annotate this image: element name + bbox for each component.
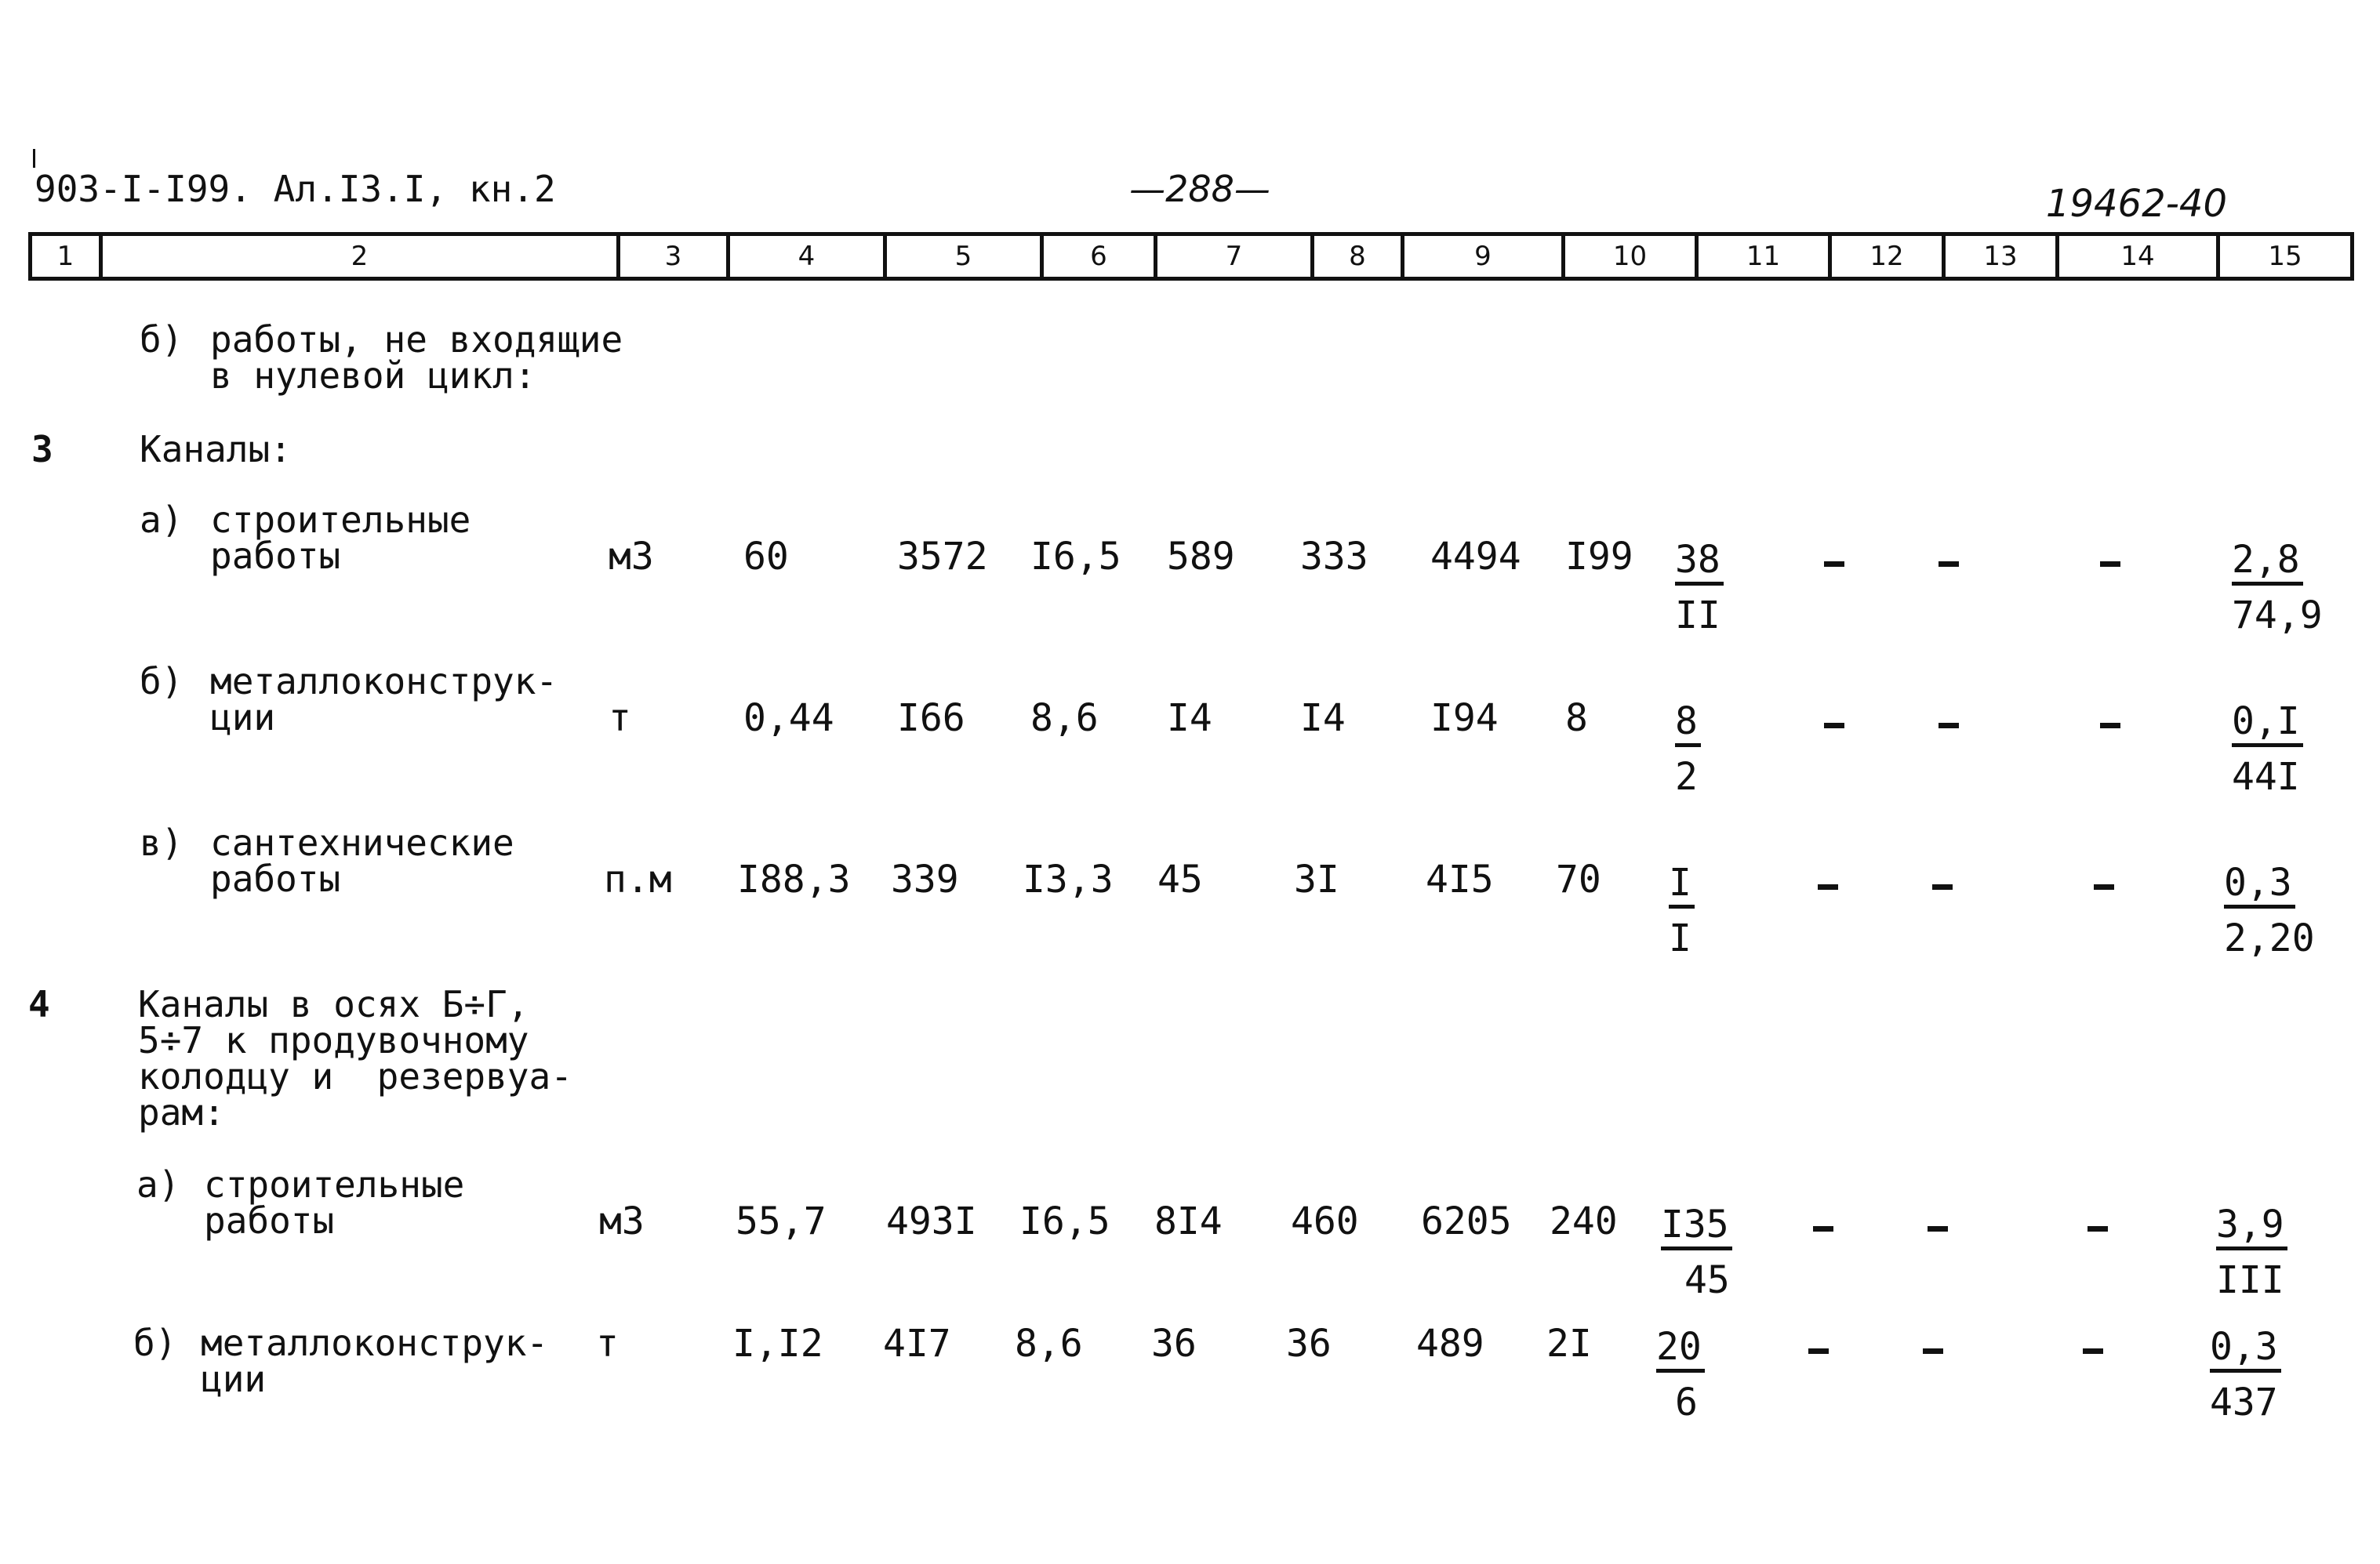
fraction-value [1675, 699, 1701, 799]
section-title: колодцу и резервуа- [138, 1055, 572, 1098]
cell-value: 493I [886, 1199, 977, 1243]
empty-dash [1932, 884, 1953, 890]
item-name: работы [210, 535, 341, 577]
cell-value: 70 [1556, 858, 1601, 902]
empty-dash [1928, 1226, 1948, 1232]
item-letter: а) [140, 499, 183, 541]
cell-value: 8,6 [1030, 696, 1099, 740]
column-number: 8 [1314, 236, 1404, 277]
column-number: 11 [1699, 236, 1832, 277]
item-name: строительные [204, 1163, 465, 1206]
fraction-value [2232, 699, 2303, 799]
reference-number: 19462-40 [2045, 182, 2227, 226]
item-letter: б) [133, 1322, 177, 1364]
cell-value: 36 [1286, 1322, 1332, 1366]
item-name: металлоконструк- [201, 1322, 549, 1364]
empty-dash [1818, 884, 1838, 890]
unit: т [596, 1322, 619, 1366]
item-name: ции [201, 1358, 267, 1400]
cell-value: I,I2 [732, 1322, 823, 1366]
fraction-denominator: 437 [2210, 1381, 2278, 1424]
item-name: строительные [210, 499, 471, 541]
fraction-numerator: I35 [1661, 1206, 1732, 1250]
fraction-denominator: 45 [1684, 1258, 1730, 1302]
cell-value: 60 [743, 535, 789, 579]
cell-value: 8 [1565, 696, 1588, 740]
item-letter: в) [140, 822, 183, 864]
cell-value: I4 [1300, 696, 1346, 740]
cell-value: I88,3 [737, 858, 851, 902]
cell-value: 333 [1300, 535, 1368, 579]
unit: т [609, 696, 631, 740]
cell-value: I99 [1565, 535, 1633, 579]
column-number: 7 [1157, 236, 1314, 277]
fraction-numerator: 0,3 [2210, 1328, 2281, 1373]
fraction-numerator: 20 [1656, 1328, 1705, 1373]
fraction-value [2210, 1325, 2281, 1424]
cell-value: 4494 [1430, 535, 1521, 579]
cell-value: 55,7 [736, 1199, 827, 1243]
cell-value: 8,6 [1015, 1322, 1083, 1366]
cell-value: 339 [891, 858, 959, 902]
fraction-numerator: 3,9 [2216, 1206, 2287, 1250]
cell-value: 2I [1546, 1322, 1592, 1366]
column-number: 4 [730, 236, 887, 277]
cell-value: I3,3 [1023, 858, 1114, 902]
section-number: 4 [28, 983, 50, 1025]
fraction-value [2216, 1203, 2287, 1302]
item-name: работы, не входящие [210, 318, 623, 361]
cell-value: I94 [1430, 696, 1499, 740]
column-number: 12 [1832, 236, 1946, 277]
fraction-denominator: 6 [1675, 1381, 1698, 1424]
cell-value: 4I7 [883, 1322, 951, 1366]
cell-value: 4I5 [1426, 858, 1494, 902]
cell-value: 3I [1294, 858, 1339, 902]
section-title: Каналы: [140, 428, 292, 470]
item-name: сантехнические [210, 822, 514, 864]
unit: м3 [599, 1199, 645, 1243]
fraction-numerator: 0,I [2232, 702, 2303, 747]
item-letter: а) [136, 1163, 180, 1206]
fraction-value [1675, 538, 1724, 637]
cell-value: I66 [897, 696, 965, 740]
unit: м3 [609, 535, 654, 579]
column-number: 2 [103, 236, 620, 277]
column-number: 9 [1404, 236, 1565, 277]
cell-value: I6,5 [1019, 1199, 1110, 1243]
fraction-denominator: 44I [2232, 755, 2300, 799]
item-name: металлоконструк- [210, 660, 558, 702]
column-number: 15 [2268, 241, 2302, 272]
item-name: работы [210, 858, 341, 900]
fraction-value [2224, 861, 2315, 960]
column-number: 3 [620, 236, 730, 277]
fraction-value [1656, 1325, 1705, 1424]
empty-dash [1824, 723, 1844, 728]
item-letter: б) [140, 318, 183, 361]
margin-tick [33, 149, 35, 168]
fraction-numerator: 38 [1675, 541, 1724, 586]
item-name: в нулевой цикл: [210, 354, 536, 397]
cell-value: 36 [1151, 1322, 1197, 1366]
item-name: работы [204, 1199, 335, 1242]
cell-value: 589 [1167, 535, 1235, 579]
fraction-denominator: 2 [1675, 755, 1698, 799]
fraction-numerator: 8 [1675, 702, 1701, 747]
cell-value: 489 [1416, 1322, 1484, 1366]
empty-dash [1824, 561, 1844, 567]
item-letter: б) [140, 660, 183, 702]
empty-dash [2087, 1226, 2108, 1232]
fraction-numerator: 2,8 [2232, 541, 2303, 586]
fraction-denominator: I [1669, 916, 1691, 960]
column-number: 10 [1565, 236, 1699, 277]
cell-value: 460 [1291, 1199, 1359, 1243]
column-number: 1 [32, 236, 103, 277]
empty-dash [2083, 1348, 2103, 1354]
cell-value: 3572 [897, 535, 988, 579]
empty-dash [1923, 1348, 1943, 1354]
column-number: 14 [2059, 236, 2220, 277]
item-name: ции [210, 696, 276, 738]
section-number: 3 [31, 428, 53, 470]
empty-dash [2100, 723, 2120, 728]
fraction-value [1661, 1203, 1732, 1302]
cell-value: 6205 [1421, 1199, 1512, 1243]
column-number-bar [28, 232, 2354, 281]
fraction-denominator: III [2216, 1258, 2284, 1302]
empty-dash [1939, 561, 1959, 567]
empty-dash [1813, 1226, 1833, 1232]
cell-value: I4 [1167, 696, 1212, 740]
fraction-denominator: II [1675, 593, 1721, 637]
column-number: 5 [887, 236, 1044, 277]
page-number: —288— [1129, 168, 1270, 210]
column-number: 13 [1946, 236, 2059, 277]
cell-value: 240 [1550, 1199, 1618, 1243]
document-code: 903-I-I99. Ал.I3.I, кн.2 [35, 168, 556, 210]
empty-dash [1939, 723, 1959, 728]
section-title: рам: [138, 1091, 225, 1134]
fraction-denominator: 74,9 [2232, 593, 2323, 637]
fraction-numerator: I [1669, 864, 1695, 909]
column-number: 6 [1044, 236, 1157, 277]
empty-dash [2094, 884, 2114, 890]
section-title: 5÷7 к продувочному [138, 1019, 529, 1061]
cell-value: I6,5 [1030, 535, 1121, 579]
fraction-denominator: 2,20 [2224, 916, 2315, 960]
fraction-numerator: 0,3 [2224, 864, 2295, 909]
empty-dash [2100, 561, 2120, 567]
section-title: Каналы в осях Б÷Г, [138, 983, 529, 1025]
empty-dash [1808, 1348, 1829, 1354]
unit: п.м [604, 858, 672, 902]
cell-value: 45 [1157, 858, 1203, 902]
fraction-value [2232, 538, 2323, 637]
cell-value: 8I4 [1154, 1199, 1223, 1243]
cell-value: 0,44 [743, 696, 834, 740]
fraction-value [1669, 861, 1695, 960]
